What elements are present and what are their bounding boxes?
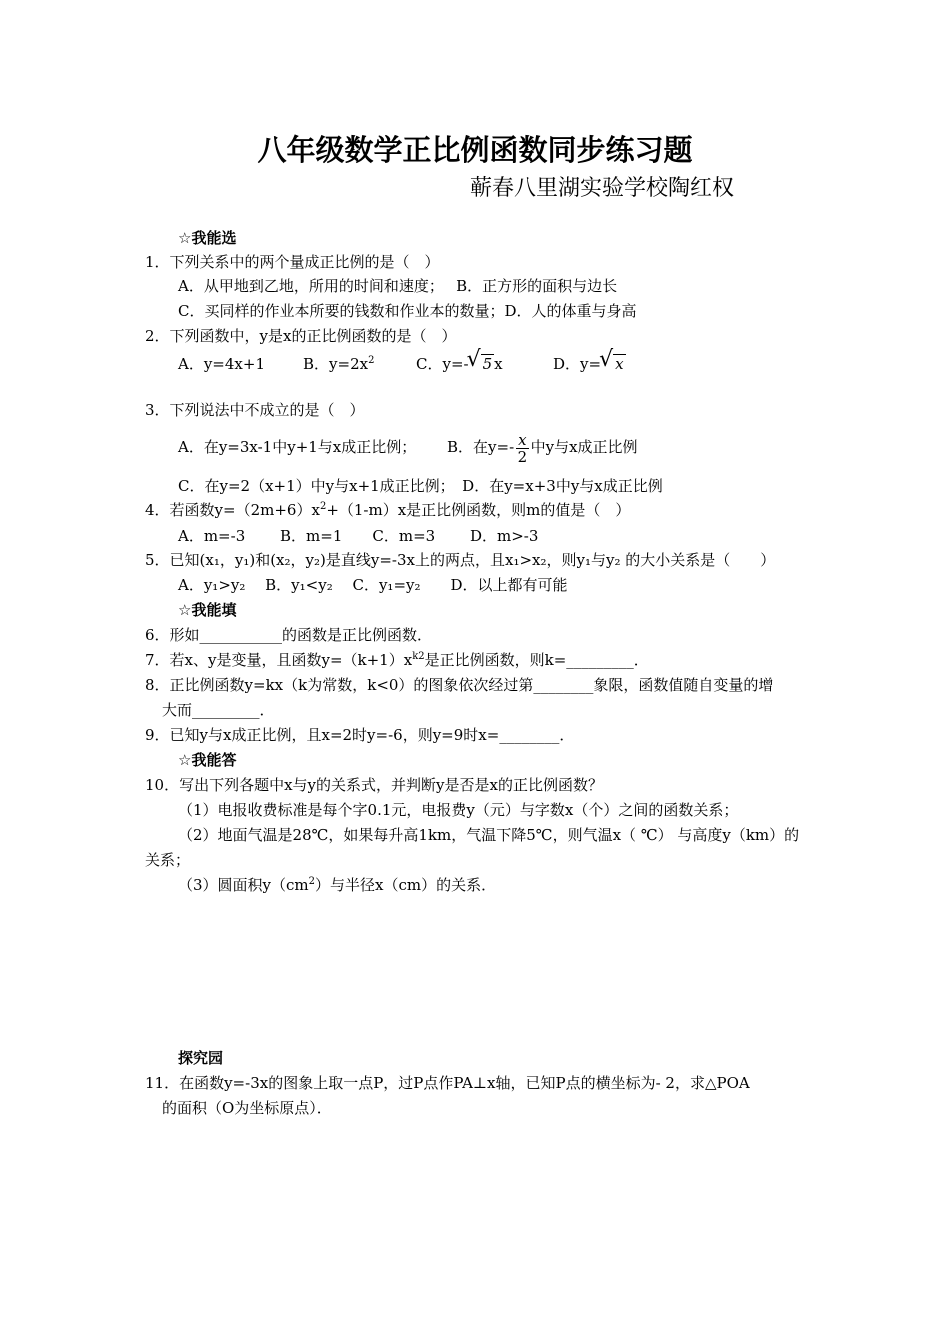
q3-option-a: A．在y=3x-1中y+1与x成正比例； (178, 438, 417, 456)
q11-line2: 的面积（O为坐标原点）． (162, 1099, 332, 1117)
fraction: $\frac{x}{2}$ (517, 430, 528, 466)
q8-line2: 大而_________． (162, 701, 275, 719)
q1-stem: 1．下列关系中的两个量成正比例的是（ ） (145, 253, 440, 271)
q7: 7．若x、y是变量，且函数$y=(k+1)x^{k2}$是正比例函数，则k=_________． (145, 651, 649, 669)
q5-stem: 5．已知(x₁，y₁)和(x₂，y₂)是直线y=-3x上的两点，且x₁>x₂，则y₁与y₂ 的大小关系是（ ） (145, 551, 776, 569)
q2-option-b: B．$y=2x^2$ (303, 355, 375, 373)
q1-options-line1: A．从甲地到乙地，所用的时间和速度； B．正方形的面积与边长 (178, 277, 618, 295)
q3-stem: 3．下列说法中不成立的是（ ） (145, 401, 365, 419)
q5-options: A．y₁>y₂ B．y₁<y₂ C．y₁=y₂ D．以上都有可能 (178, 576, 568, 594)
author-line: 蕲春八里湖实验学校陶红权 (470, 176, 735, 201)
q10-part1: （1）电报收费标准是每个字0.1元，电报费y（元）与字数x（个）之间的函数关系； (178, 801, 739, 819)
q11-line1: 11．在函数y=-3x的图象上取一点P，过P点作PA⊥x轴，已知P点的横坐标为- 2，求△POA (145, 1074, 750, 1092)
q4-options: A．m=-3 B．m=1 C．m=3 D．m>-3 (178, 527, 539, 545)
section-choose: ☆我能选 (178, 229, 237, 247)
q4-stem: 4．若函数$y=(2m+6)x^2+(1-m)x$是正比例函数，则m的值是（ ） (145, 501, 631, 519)
q10-part2: （2）地面气温是28℃，如果每升高1km，气温下降5℃，则气温x（ ℃） 与高度y（km）的 (178, 826, 800, 844)
section-fill: ☆我能填 (178, 601, 237, 619)
sqrt-symbol: √ x (601, 354, 625, 374)
section-explore: 探究园 (178, 1049, 224, 1067)
q3-options-cd: C．在y=2（x+1）中y与x+1成正比例； D．在y=x+3中y与x成正比例 (178, 477, 663, 495)
q10-stem: 10．写出下列各题中x与y的关系式，并判断y是否是x的正比例函数？ (145, 776, 603, 794)
q9: 9．已知y与x成正比例，且x=2时y=-6，则y=9时x=________． (145, 726, 575, 744)
worksheet-title: 八年级数学正比例函数同步练习题 (257, 133, 693, 167)
q8-line1: 8．正比例函数y=kx（k为常数，k<0）的图象依次经过第________象限，函数值随自变量的增 (145, 676, 774, 694)
q2-option-a: A．y=4x+1 (178, 355, 265, 373)
q10-part2-cont: 关系； (145, 851, 191, 869)
q1-options-line2: C．买同样的作业本所要的钱数和作业本的数量；D．人的体重与身高 (178, 302, 637, 320)
sqrt-symbol: √ 5 (469, 354, 495, 374)
q2-option-c: C．y=-√ 5 x (416, 354, 503, 374)
q10-part3: （3）圆面积$y(cm^2)$与半径x（cm）的关系． (178, 876, 497, 894)
q2-stem: 2．下列函数中，y是x的正比例函数的是（ ） (145, 327, 457, 345)
q6: 6．形如___________的函数是正比例函数． (145, 626, 433, 644)
q2-option-d: D．y=√ x (553, 354, 626, 374)
section-answer: ☆我能答 (178, 751, 237, 769)
q3-option-b: B．在y=- $\frac{x}{2}$ 中y与x成正比例 (447, 430, 638, 466)
